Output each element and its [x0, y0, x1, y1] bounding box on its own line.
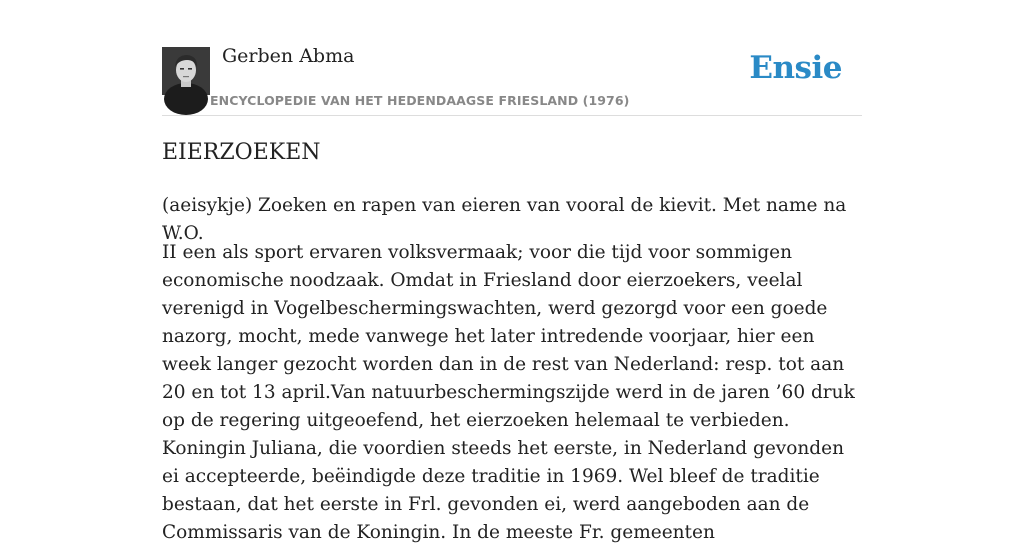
author-portrait-icon	[162, 47, 210, 95]
article-page	[162, 0, 862, 543]
source-label[interactable]: ENCYCLOPEDIE VAN HET HEDENDAAGSE FRIESLAND (1976)	[210, 93, 630, 108]
article-header	[162, 0, 862, 116]
article-title: EIERZOEKEN	[162, 140, 321, 165]
author-name[interactable]: Gerben Abma	[222, 45, 355, 67]
author-avatar[interactable]	[162, 47, 210, 95]
article-paragraph: II een als sport ervaren volksvermaak; voor die tijd voor sommigen economische noodzaak. Omdat in Friesland door eierzoekers, veelal verenigd in Vogelbeschermingswachten, werd gezorgd voor een goede nazorg, mocht, mede vanwege het later intredende voorjaar, hier een week langer gezocht worden dan in de rest van Nederland: resp. tot aan 20 en tot 13 april.Van natuurbeschermingszijde werd in de jaren ’60 druk op de regering uitgeoefend, het eierzoeken helemaal te verbieden. Koningin Juliana, die voordien steeds het eerste, in Nederland gevonden ei accepteerde, beëindigde deze traditie in 1969. Wel bleef de traditie bestaan, dat het eerste in Frl. gevonden ei, werd aangeboden aan de Commissaris van de Koningin. In de meeste Fr. gemeenten	[162, 242, 855, 543]
article-paragraph: (aeisykje) Zoeken en rapen van eieren van vooral de kievit. Met name na W.O.	[162, 195, 847, 244]
ensie-logo[interactable]: Ensie	[749, 50, 842, 86]
